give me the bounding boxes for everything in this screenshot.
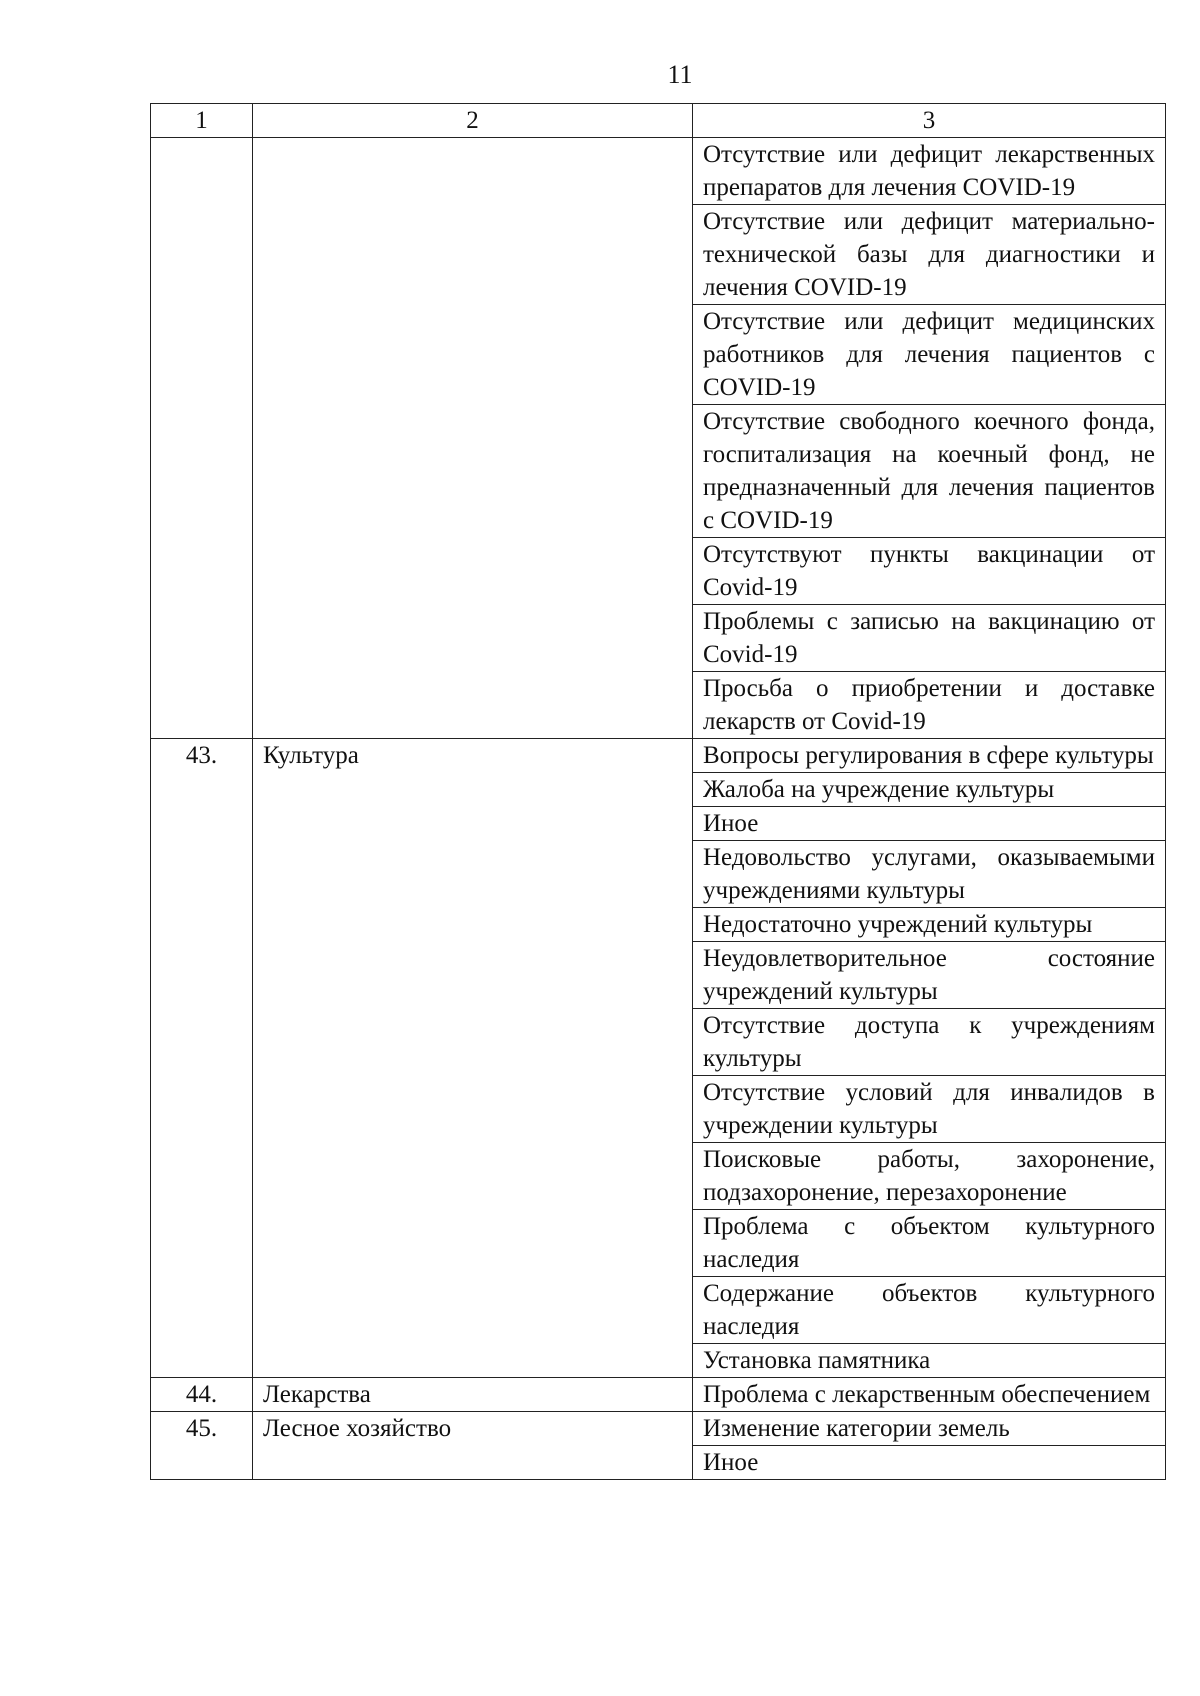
subtopic-cell: Установка памятника <box>693 1344 1166 1378</box>
subtopic-cell: Отсутствие доступа к учреждениям культуры <box>693 1009 1166 1076</box>
topic-cell: Лесное хозяйство <box>253 1412 693 1480</box>
table-row <box>151 1412 1166 1446</box>
table-row <box>151 138 1166 205</box>
classifier-table <box>150 103 1166 1480</box>
subtopic-cell: Содержание объектов культурного наследия <box>693 1277 1166 1344</box>
subtopic-cell: Иное <box>693 807 1166 841</box>
subtopic-cell: Изменение категории земель <box>693 1412 1166 1446</box>
subtopic-cell: Недовольство услугами, оказываемыми учреждениями культуры <box>693 841 1166 908</box>
topic-cell: Лекарства <box>253 1378 693 1412</box>
subtopic-cell: Проблемы с записью на вакцинацию от Covid-19 <box>693 605 1166 672</box>
subtopic-cell: Отсутствие или дефицит материально-технической базы для диагностики и лечения COVID-19 <box>693 205 1166 305</box>
table-row <box>151 739 1166 773</box>
table-row <box>151 1378 1166 1412</box>
subtopic-cell: Иное <box>693 1446 1166 1480</box>
subtopic-cell: Отсутствие свободного коечного фонда, госпитализация на коечный фонд, не предназначенный для лечения пациентов с COVID-19 <box>693 405 1166 538</box>
topic-cell: Культура <box>253 739 693 1378</box>
subtopic-cell: Просьба о приобретении и доставке лекарств от Covid-19 <box>693 672 1166 739</box>
subtopic-cell: Проблема с лекарственным обеспечением <box>693 1378 1166 1412</box>
row-number-cell <box>151 138 253 739</box>
column-header-3: 3 <box>693 104 1166 138</box>
table-body <box>151 138 1166 1480</box>
column-header-1: 1 <box>151 104 253 138</box>
row-number-cell: 44. <box>151 1378 253 1412</box>
row-number-cell: 43. <box>151 739 253 1378</box>
subtopic-cell: Поисковые работы, захоронение, подзахоронение, перезахоронение <box>693 1143 1166 1210</box>
subtopic-cell: Проблема с объектом культурного наследия <box>693 1210 1166 1277</box>
topic-cell <box>253 138 693 739</box>
table-header <box>151 104 1166 138</box>
column-header-2: 2 <box>253 104 693 138</box>
subtopic-cell: Недостаточно учреждений культуры <box>693 908 1166 942</box>
page-number: 11 <box>667 60 693 89</box>
subtopic-cell: Неудовлетворительное состояние учреждений культуры <box>693 942 1166 1009</box>
subtopic-cell: Жалоба на учреждение культуры <box>693 773 1166 807</box>
subtopic-cell: Отсутствие или дефицит лекарственных препаратов для лечения COVID-19 <box>693 138 1166 205</box>
subtopic-cell: Отсутствуют пункты вакцинации от Covid-19 <box>693 538 1166 605</box>
row-number-cell: 45. <box>151 1412 253 1480</box>
subtopic-cell: Вопросы регулирования в сфере культуры <box>693 739 1166 773</box>
subtopic-cell: Отсутствие или дефицит медицинских работников для лечения пациентов с COVID-19 <box>693 305 1166 405</box>
subtopic-cell: Отсутствие условий для инвалидов в учреждении культуры <box>693 1076 1166 1143</box>
header-row <box>151 104 1166 138</box>
